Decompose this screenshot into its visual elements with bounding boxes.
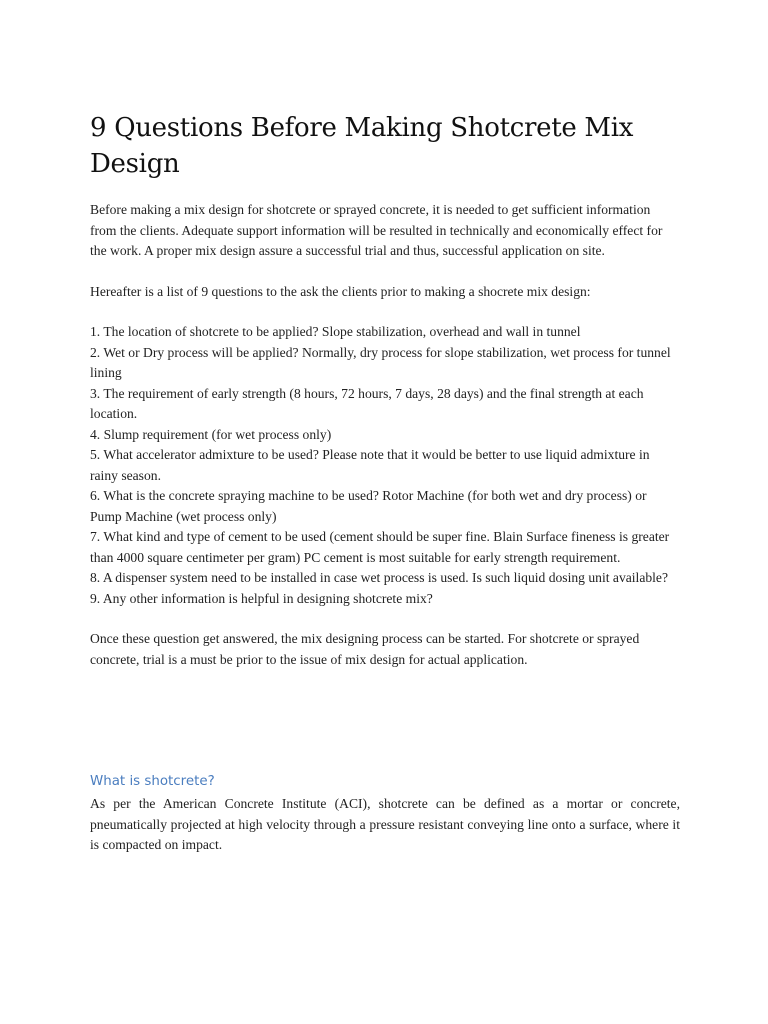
list-item: 4. Slump requirement (for wet process only) — [90, 426, 332, 442]
list-intro-paragraph: Hereafter is a list of 9 questions to the ask the clients prior to making a shocrete mix design: — [90, 283, 591, 299]
list-item: 5. What accelerator admixture to be used? Please note that it would be better to use liquid admixture in rainy season. — [90, 447, 650, 483]
list-item: 8. A dispenser system need to be installed in case wet process is used. Is such liquid dosing unit available? — [90, 570, 668, 585]
conclusion-paragraph: Once these question get answered, the mix designing process can be started. For shotcrete or sprayed concrete, trial is a must be prior to the issue of mix design for actual application. — [90, 631, 640, 667]
list-item: 3. The requirement of early strength (8 hours, 72 hours, 7 days, 28 days) and the final strength at each location. — [90, 385, 644, 421]
list-item: 2. Wet or Dry process will be applied? Normally, dry process for slope stabilization, wet process for tunnel lining — [90, 344, 671, 380]
blank-space — [90, 690, 680, 772]
section-heading: What is shotcrete? — [90, 774, 215, 789]
section-body-paragraph: As per the American Concrete Institute (ACI), shotcrete can be defined as a mortar or concrete, pneumatically projected at high velocity through a pressure resistant conveying line onto a surface, where it is compacted on impact. — [90, 796, 680, 852]
list-item: 7. What kind and type of cement to be used (cement should be super fine. Blain Surface fineness is greater than 4000 square centimeter per gram) PC cement is most suitable for early strength requirement. — [90, 529, 670, 565]
list-item: 1. The location of shotcrete to be applied? Slope stabilization, overhead and wall in tunnel — [90, 324, 581, 339]
list-item: 6. What is the concrete spraying machine to be used? Rotor Machine (for both wet and dry process) or Pump Machine (wet process only) — [90, 488, 647, 524]
intro-paragraph: Before making a mix design for shotcrete or sprayed concrete, it is needed to get sufficient information from the clients. Adequate support information will be resulted in technically and economically effect for the work. A proper mix design assure a successful trial and thus, successful application on site. — [90, 202, 663, 258]
document-page — [90, 110, 680, 876]
questions-list — [90, 322, 680, 609]
list-item: 9. Any other information is helpful in designing shotcrete mix? — [90, 590, 433, 606]
document-title: 9 Questions Before Making Shotcrete Mix Design — [90, 113, 634, 179]
